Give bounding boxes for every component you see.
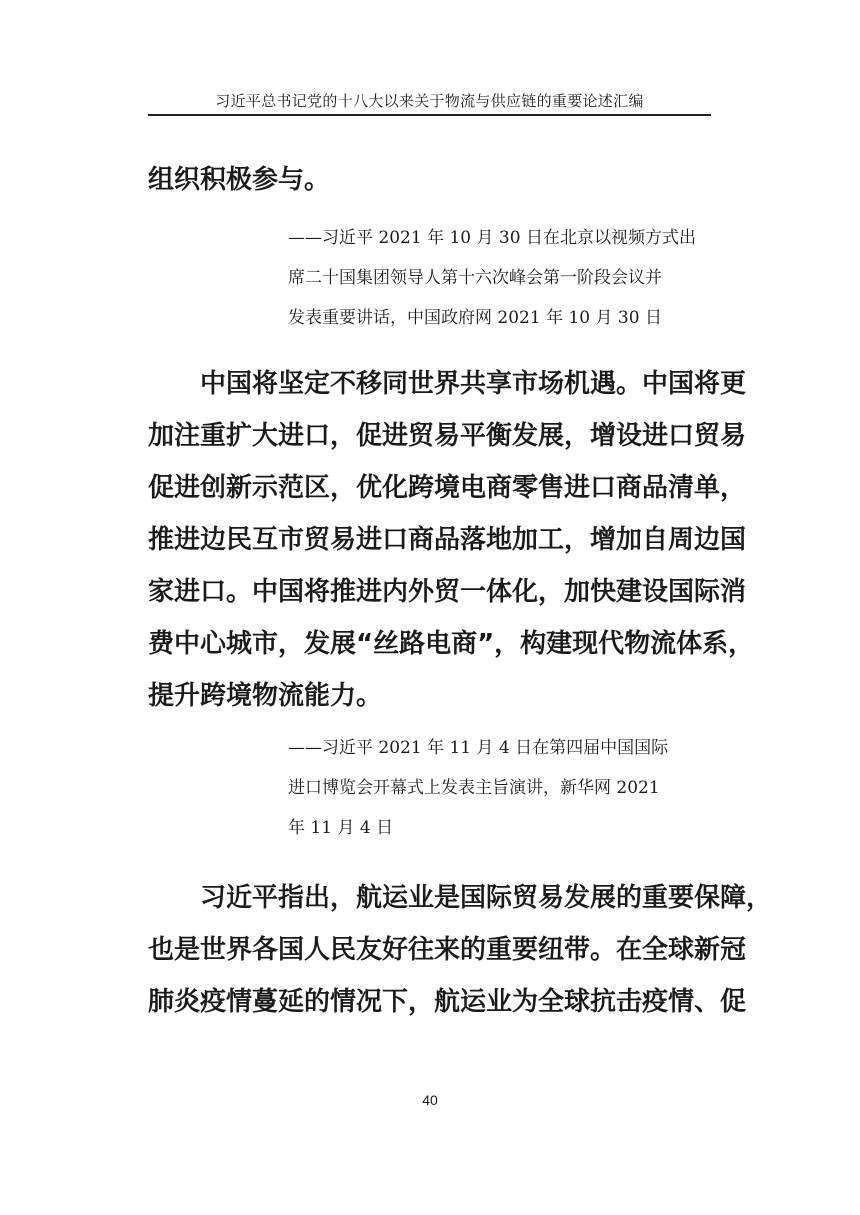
citation-line: ——习近平 2021 年 10 月 30 日在北京以视频方式出 [288,228,696,248]
citation-line: 席二十国集团领导人第十六次峰会第一阶段会议并 [288,268,662,288]
paragraph-line: 加注重扩大进口，促进贸易平衡发展，增设进口贸易 [148,421,747,451]
paragraph-line: 家进口。中国将推进内外贸一体化，加快建设国际消 [148,577,747,607]
paragraph-line: 促进创新示范区，优化跨境电商零售进口商品清单， [148,473,747,503]
paragraph-line: 组织积极参与。 [148,165,331,195]
citation-line: 发表重要讲话，中国政府网 2021 年 10 月 30 日 [288,308,662,328]
citation-line: 年 11 月 4 日 [288,818,394,838]
citation-line: ——习近平 2021 年 11 月 4 日在第四届中国国际 [288,738,669,758]
running-header: 习近平总书记党的十八大以来关于物流与供应链的重要论述汇编 [215,92,644,110]
paragraph-line: 肺炎疫情蔓延的情况下，航运业为全球抗击疫情、促 [148,987,747,1017]
paragraph-continuation [148,154,718,206]
citation-line: 进口博览会开幕式上发表主旨演讲，新华网 2021 [288,778,660,798]
paragraph-shipping-industry [148,872,773,1028]
paragraph-line: 中国将坚定不移同世界共享市场机遇。中国将更 [148,369,747,399]
header-divider [148,114,711,116]
paragraph-market-opportunities [148,358,755,722]
paragraph-line: 也是世界各国人民友好往来的重要纽带。在全球新冠 [148,935,747,965]
citation-source-1 [288,218,718,338]
citation-source-2 [288,728,718,848]
paragraph-line: 费中心城市，发展“丝路电商”，构建现代物流体系， [148,629,755,659]
paragraph-line: 提升跨境物流能力。 [148,681,383,711]
paragraph-line: 推进边民互市贸易进口商品落地加工，增加自周边国 [148,525,747,555]
paragraph-line: 习近平指出，航运业是国际贸易发展的重要保障， [148,883,773,913]
page-number: 40 [422,1092,438,1108]
